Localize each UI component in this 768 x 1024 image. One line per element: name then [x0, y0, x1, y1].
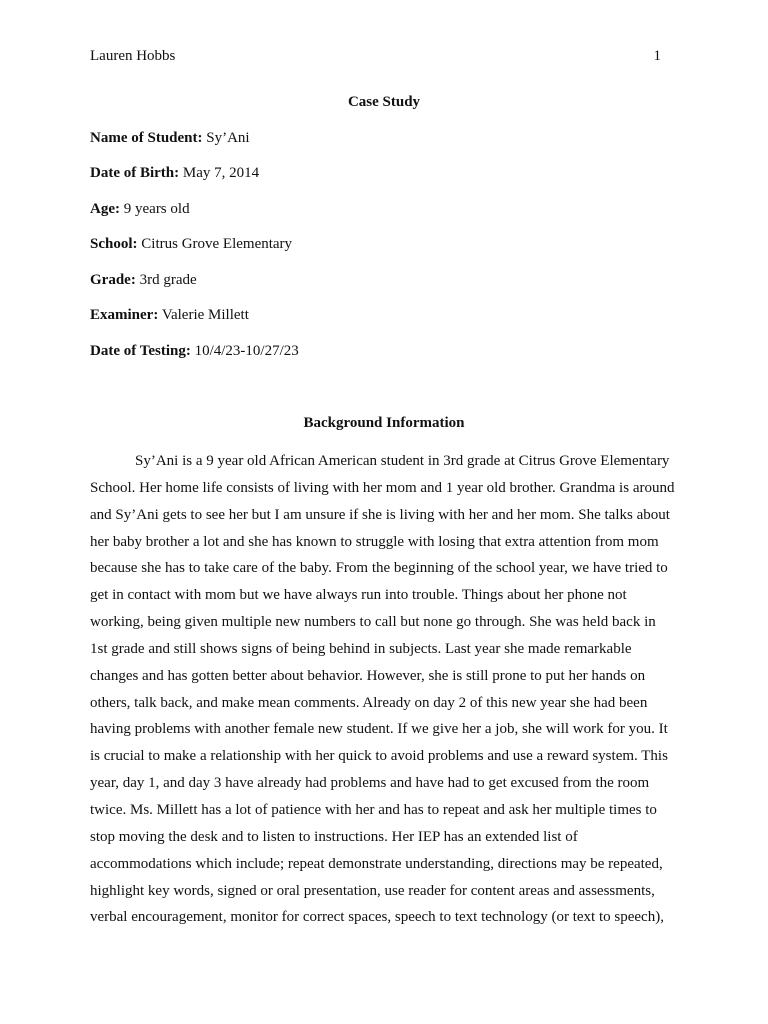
field-value: Citrus Grove Elementary	[141, 236, 293, 252]
paragraph-line: changes and has gotten better about behavior. However, she is still prone to put her hands on	[90, 667, 646, 684]
paragraph-line: verbal encouragement, monitor for correct spaces, speech to text technology (or text to speech),	[90, 909, 664, 926]
field-name-of-student	[90, 128, 250, 148]
field-value: Sy’Ani	[206, 130, 250, 146]
field-grade	[90, 270, 197, 290]
background-paragraph	[90, 448, 676, 931]
field-value: Valerie Millett	[161, 307, 249, 323]
paragraph-line: because she has to take care of the baby. From the beginning of the school year, we have tried to	[90, 560, 668, 577]
field-date-of-testing	[90, 341, 299, 361]
field-value: May 7, 2014	[182, 165, 260, 181]
paragraph-line: School. Her home life consists of living with her mom and 1 year old brother. Grandma is around	[90, 479, 675, 496]
paragraph-line: having problems with another female new student. If we give her a job, she will work for you. It	[90, 721, 668, 738]
field-label: Date of Testing:	[90, 343, 191, 359]
running-header-author: Lauren Hobbs	[90, 48, 176, 64]
field-value: 9 years old	[123, 201, 190, 217]
paragraph-line: her baby brother a lot and she has known to struggle with losing that extra attention from mom	[90, 533, 659, 550]
field-value: 10/4/23-10/27/23	[194, 343, 299, 359]
field-label: Examiner:	[90, 307, 159, 323]
paragraph-line: stop moving the desk and to listen to instructions. Her IEP has an extended list of	[90, 828, 578, 845]
paragraph-line: get in contact with mom but we have always run into trouble. Things about her phone not	[90, 587, 627, 604]
paragraph-line: others, talk back, and make mean comments. Already on day 2 of this new year she had been	[90, 694, 648, 711]
paragraph-line: 1st grade and still shows signs of being behind in subjects. Last year she made remarkable	[90, 640, 632, 657]
document-title: Case Study	[347, 94, 421, 110]
field-label: Date of Birth:	[90, 165, 180, 181]
field-age	[90, 199, 190, 219]
field-examiner	[90, 305, 249, 325]
page-number: 1	[653, 48, 661, 64]
field-label: Age:	[90, 201, 120, 217]
paragraph-line: highlight key words, signed or oral presentation, use reader for content areas and assessments,	[90, 882, 655, 899]
paragraph-line: Sy’Ani is a 9 year old African American student in 3rd grade at Citrus Grove Elementary	[135, 453, 670, 469]
section-heading: Background Information	[303, 415, 465, 431]
field-label: School:	[90, 236, 138, 252]
paragraph-line: working, being given multiple new numbers to call but none go through. She was held back in	[90, 614, 656, 631]
field-value: 3rd grade	[139, 272, 197, 288]
paragraph-line: accommodations which include; repeat demonstrate understanding, directions may be repeated,	[90, 855, 663, 872]
paragraph-line: is crucial to make a relationship with her quick to avoid problems and use a reward system. This	[90, 748, 668, 765]
field-school	[90, 234, 292, 254]
paragraph-line: twice. Ms. Millett has a lot of patience with her and has to repeat and ask her multiple times to	[90, 801, 657, 818]
field-label: Name of Student:	[90, 130, 203, 146]
field-label: Grade:	[90, 272, 136, 288]
field-date-of-birth	[90, 163, 259, 183]
paragraph-line: and Sy’Ani gets to see her but I am unsure if she is living with her and her mom. She talks about	[90, 506, 670, 523]
paragraph-line: year, day 1, and day 3 have already had problems and have had to get excused from the room	[90, 775, 650, 792]
